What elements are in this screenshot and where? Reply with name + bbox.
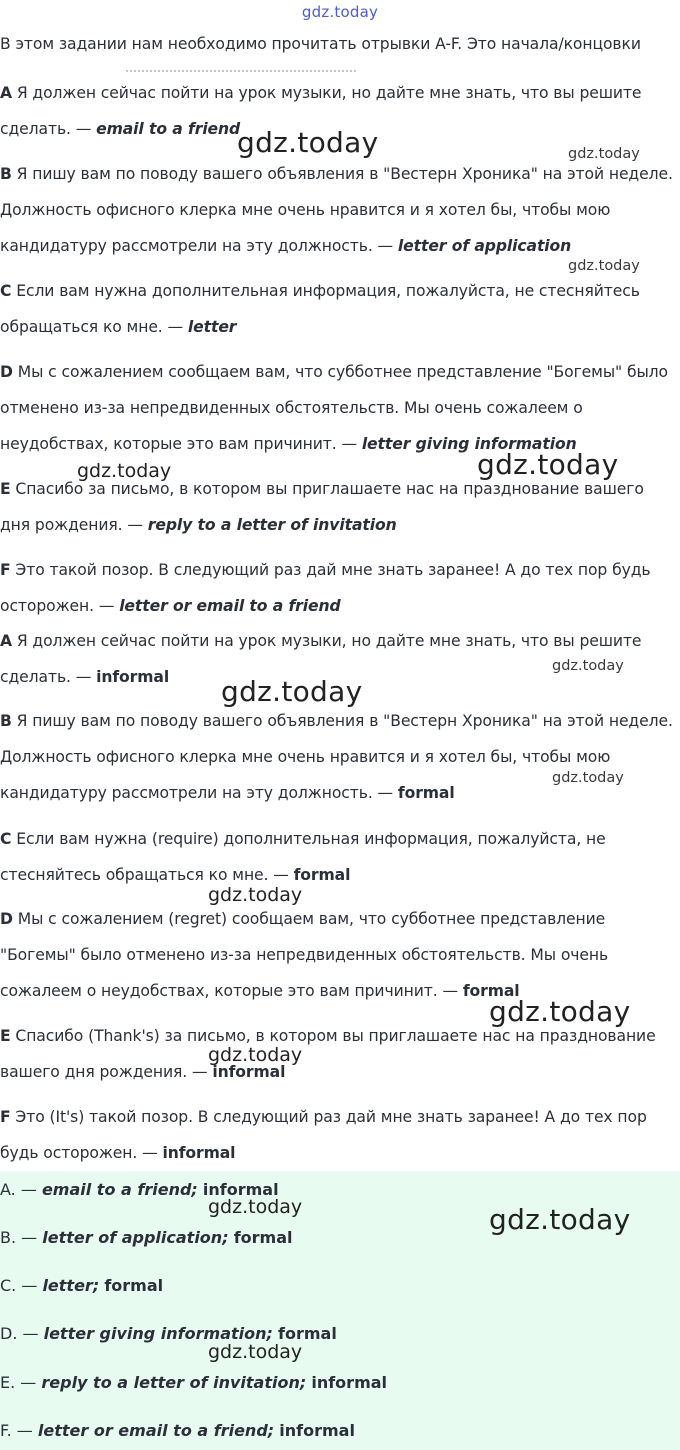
watermark: gdz.today — [208, 1341, 303, 1363]
summary-type: letter or email to a friend; — [37, 1421, 275, 1440]
passage-answer: letter or email to a friend — [119, 597, 341, 615]
passage-letter: D — [0, 910, 13, 928]
passage-answer: letter — [187, 318, 237, 336]
passage-1-b — [0, 156, 674, 264]
passage-text: Это (It's) такой позор. В следующий раз дай мне знать заранее! А до тех пор будь осторожен. — — [0, 1108, 647, 1162]
watermark: gdz.today — [552, 770, 624, 786]
watermark: gdz.today — [208, 884, 303, 906]
passage-text: Мы с сожалением сообщаем вам, что субботнее представление "Богемы" было отменено из-за непредвиденных обстоятельств. Мы очень сожалеем о неудобствах, которые это вам причинит. — — [0, 363, 668, 453]
passage-letter: A — [0, 632, 12, 650]
passage-2-f — [0, 1099, 674, 1171]
summary-type: letter giving information; — [43, 1324, 273, 1343]
summary-prefix: E. — — [0, 1373, 37, 1392]
passage-letter: C — [0, 830, 12, 848]
summary-register: informal — [202, 1180, 279, 1199]
passage-register: formal — [397, 784, 455, 802]
passage-register: informal — [162, 1144, 236, 1162]
summary-prefix: B. — — [0, 1228, 38, 1247]
passage-answer: letter giving information — [361, 435, 577, 453]
summary-type: letter; — [42, 1276, 100, 1295]
summary-type: letter of application; — [42, 1228, 229, 1247]
passage-letter: B — [0, 712, 12, 730]
passage-text: Я пишу вам по поводу вашего объявления в "Вестерн Хроника" на этой неделе. Должность офисного клерка мне очень нравится и я хотел бы, чтобы мою кандидатуру рассмотрели на эту должность. — — [0, 165, 673, 255]
summary-register: informal — [279, 1421, 355, 1440]
passage-letter: E — [0, 1027, 11, 1045]
passage-text: Спасибо за письмо, в котором вы приглашаете нас на празднование вашего дня рождения. — — [0, 480, 644, 534]
watermark: gdz.today — [489, 995, 631, 1028]
watermark: gdz.today — [208, 1196, 303, 1218]
summary-prefix: D. — — [0, 1324, 39, 1343]
passage-1-f — [0, 552, 674, 624]
passage-text: Я пишу вам по поводу вашего объявления в "Вестерн Хроника" на этой неделе. Должность офисного клерка мне очень нравится и я хотел бы, чтобы мою кандидатуру рассмотрели на эту должность. — — [0, 712, 673, 802]
passage-letter: C — [0, 282, 12, 300]
passage-letter: B — [0, 165, 12, 183]
passage-text: Это такой позор. В следующий раз дай мне знать заранее! А до тех пор будь осторожен. — — [0, 561, 651, 615]
summary-register: formal — [278, 1324, 337, 1343]
passage-letter: A — [0, 84, 12, 102]
passage-2-b — [0, 703, 674, 811]
header-watermark: gdz.today — [301, 3, 379, 21]
passage-letter: F — [0, 1108, 11, 1126]
passage-letter: E — [0, 480, 11, 498]
passage-letter: F — [0, 561, 11, 579]
passage-text: Если вам нужна дополнительная информация, пожалуйста, не стесняйтесь обращаться ко мне. — — [0, 282, 640, 336]
passage-text: Если вам нужна (require) дополнительная информация, пожалуйста, не стесняйтесь обращаться ко мне. — — [0, 830, 606, 884]
summary-prefix: A. — — [0, 1180, 37, 1199]
summary-item-f — [0, 1417, 355, 1445]
passage-text: Мы с сожалением (regret) сообщаем вам, что субботнее представление "Богемы" было отменено из-за непредвиденных обстоятельств. Мы очень сожалеем о неудобствах, которые это вам причинит. — — [0, 910, 609, 1000]
summary-item-b — [0, 1224, 292, 1252]
passage-register: formal — [293, 866, 351, 884]
watermark: gdz.today — [237, 126, 379, 159]
passage-1-c — [0, 273, 674, 345]
passage-register: informal — [212, 1063, 286, 1081]
passage-register: informal — [96, 668, 170, 686]
passage-2-c — [0, 821, 674, 893]
passage-answer: reply to a letter of invitation — [147, 516, 397, 534]
watermark: gdz.today — [77, 460, 172, 482]
watermark: gdz.today — [477, 448, 619, 481]
summary-register: informal — [311, 1373, 388, 1392]
watermark: gdz.today — [568, 146, 640, 162]
passage-text: Спасибо (Thank's) за письмо, в котором вы приглашаете нас на празднование вашего дня рождения. — — [0, 1027, 656, 1081]
summary-type: email to a friend; — [41, 1180, 198, 1199]
summary-register: formal — [233, 1228, 293, 1247]
passage-text: Я должен сейчас пойти на урок музыки, но дайте мне знать, что вы решите сделать. — — [0, 632, 642, 686]
passage-1-d — [0, 354, 674, 462]
passage-answer: email to a friend — [96, 120, 241, 138]
passage-2-e — [0, 1018, 674, 1090]
summary-type: reply to a letter of invitation; — [41, 1373, 307, 1392]
watermark: gdz.today — [221, 675, 363, 708]
watermark: gdz.today — [489, 1203, 631, 1236]
passage-answer: letter of application — [397, 237, 572, 255]
summary-prefix: C. — — [0, 1276, 38, 1295]
summary-prefix: F. — — [0, 1421, 33, 1440]
intro-paragraph: В этом задании нам необходимо прочитать отрывки A-F. Это начала/концовки — [0, 35, 641, 53]
watermark: gdz.today — [552, 658, 624, 674]
watermark: gdz.today — [208, 1044, 303, 1066]
passage-letter: D — [0, 363, 13, 381]
watermark: gdz.today — [568, 258, 640, 274]
passage-text: Я должен сейчас пойти на урок музыки, но дайте мне знать, что вы решите сделать. — — [0, 84, 642, 138]
passage-register: formal — [462, 982, 520, 1000]
summary-item-c — [0, 1272, 163, 1300]
passage-2-d — [0, 901, 674, 1009]
summary-item-e — [0, 1369, 387, 1397]
summary-register: formal — [104, 1276, 164, 1295]
